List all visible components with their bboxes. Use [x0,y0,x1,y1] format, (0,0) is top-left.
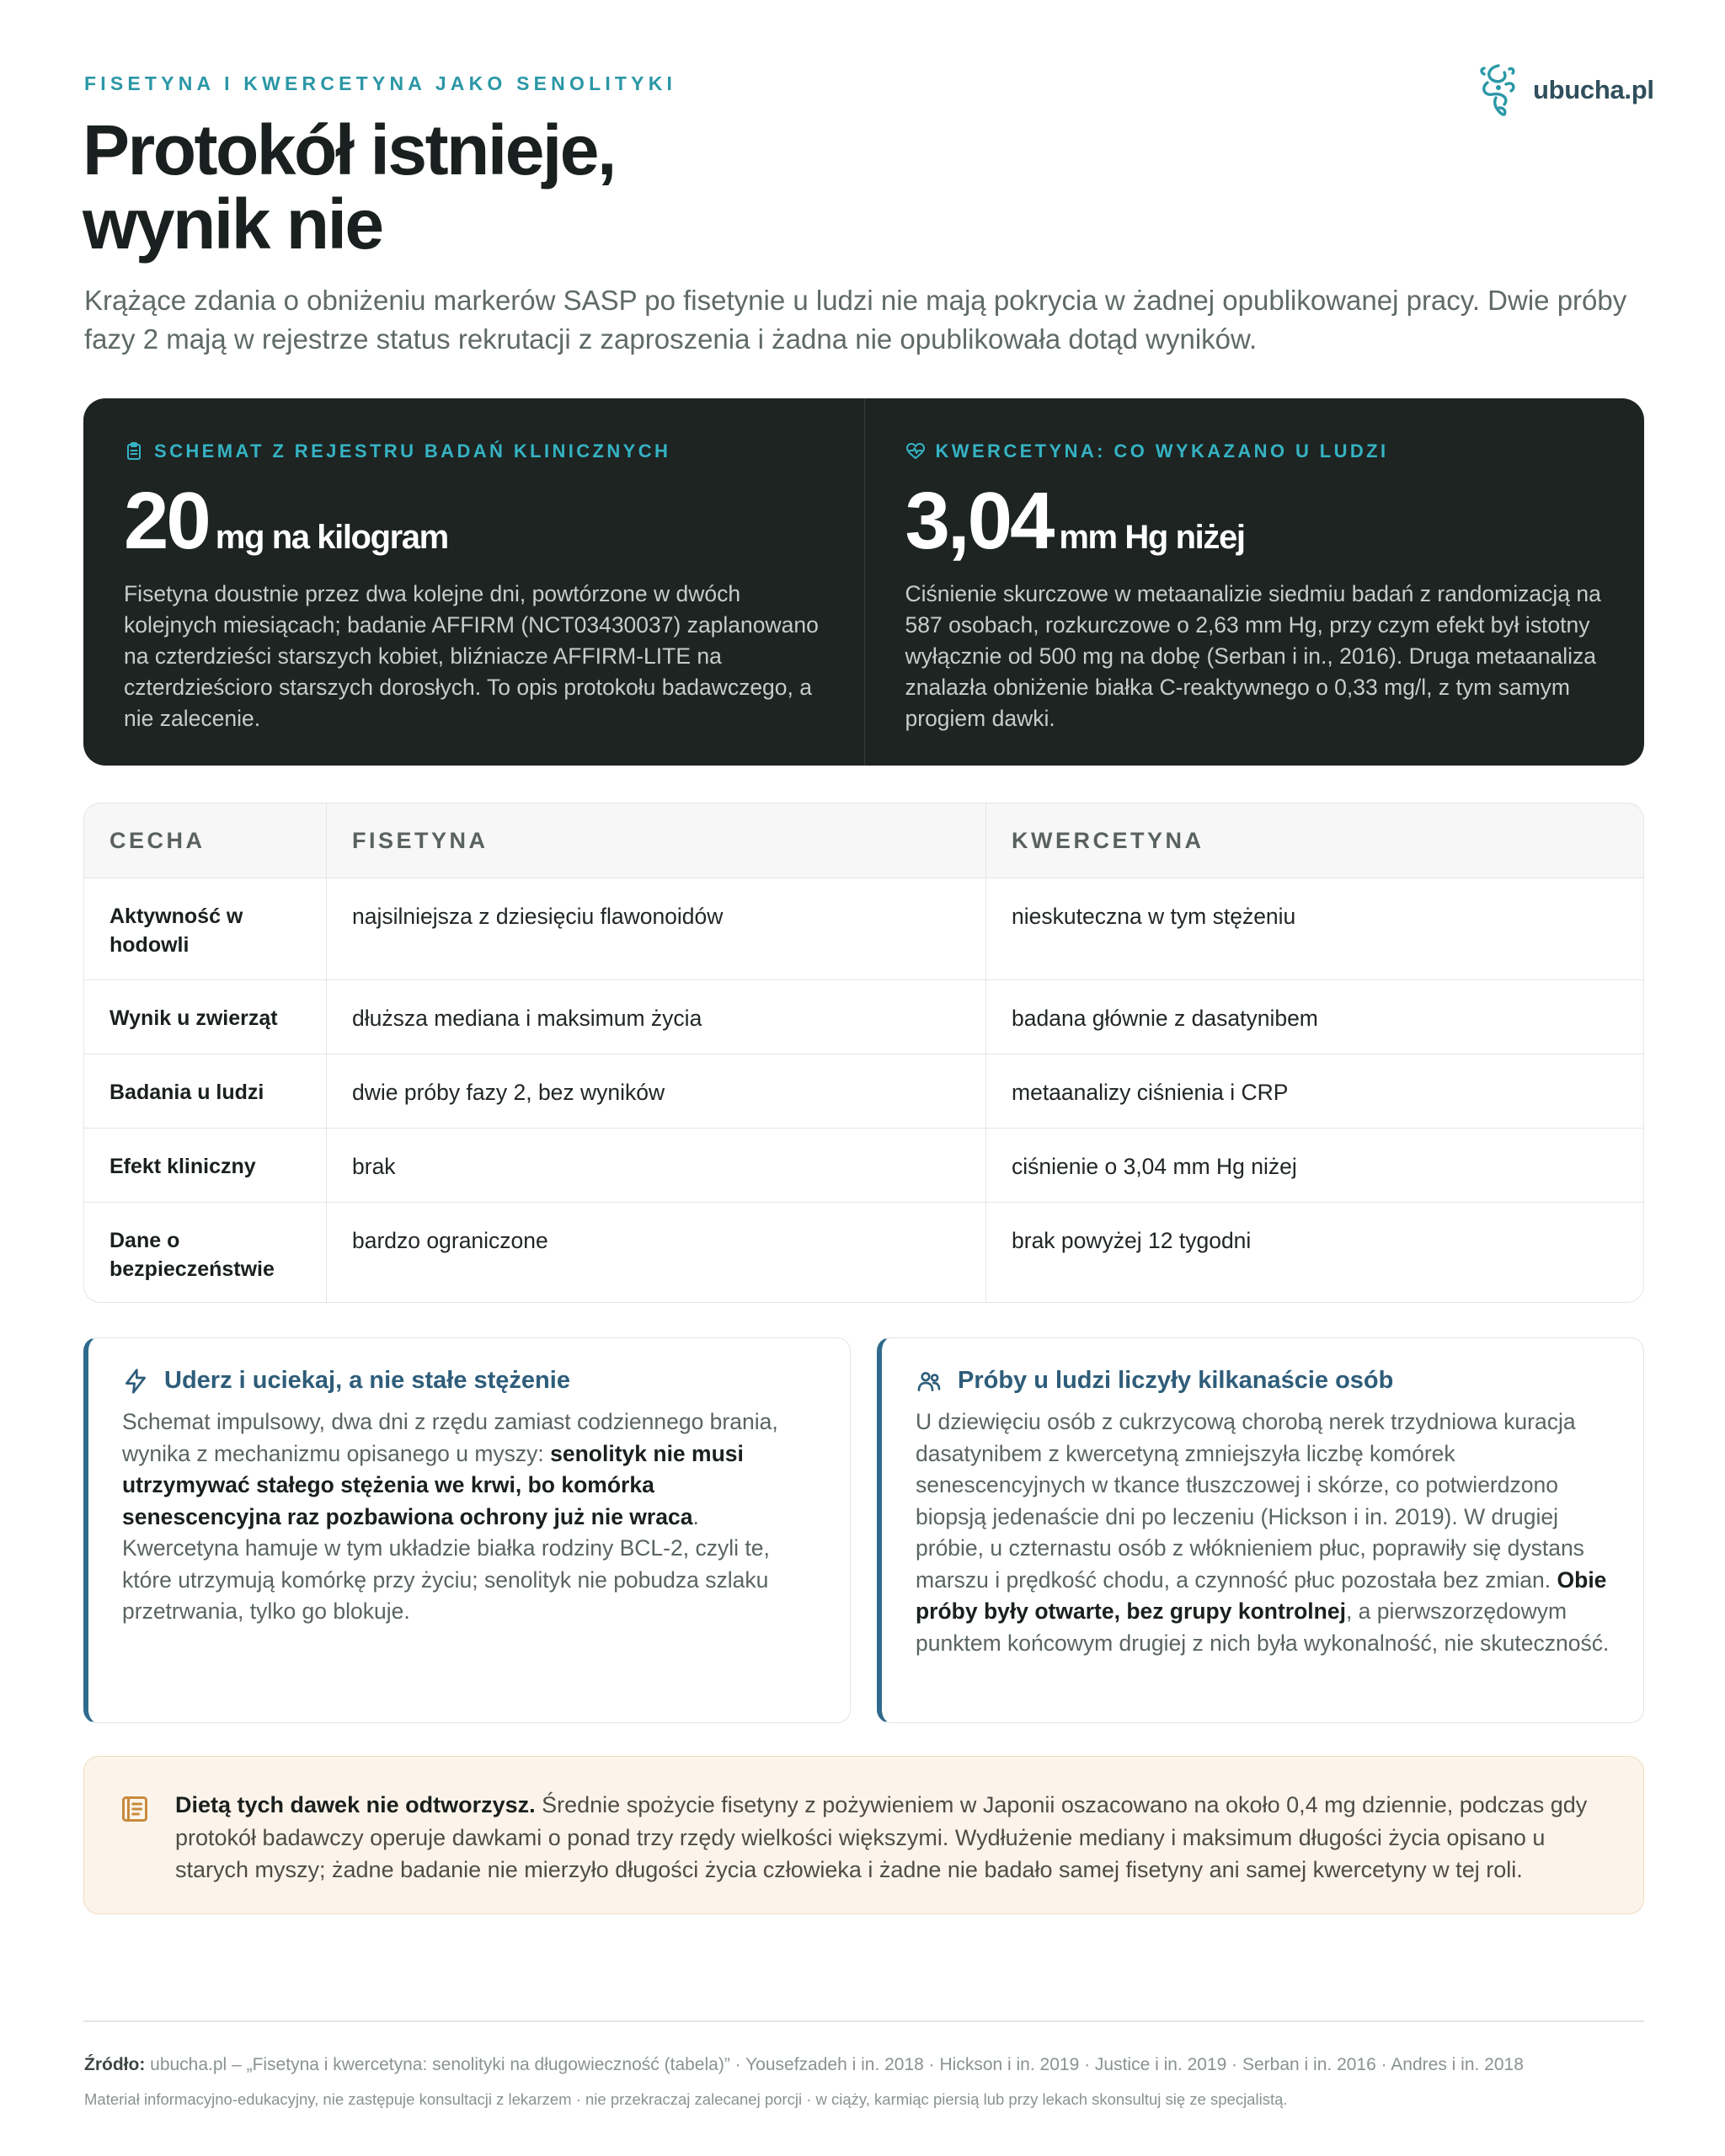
row-label: Badania u ludzi [84,1054,327,1128]
stat-value [905,476,1605,566]
note-text [175,1789,1603,1886]
table-cell: nieskuteczna w tym stężeniu [1012,904,1296,929]
stat-label [124,440,824,462]
logo-text: ubucha.pl [1533,75,1654,104]
people-icon [916,1368,943,1395]
stat-fisetin-protocol [83,398,864,766]
stat-value-unit: mg na kilogram [215,519,448,556]
source-text: ubucha.pl – „Fisetyna i kwercetyna: senolityki na długowieczność (tabela)” · Yousefzadeh i in. 2018 · Hickson i in. 2019 · Justice i in. 2019 · Serban i in. 2016 · Andres i in. 2018 [145,2055,1524,2074]
title-line-2: wynik nie [83,184,382,264]
kicker: FISETYNA I KWERCETYNA JAKO SENOLITYKI [84,72,677,94]
card-title-text: Uderz i uciekaj, a nie stałe stężenie [164,1367,570,1394]
lede: Krążące zdania o obniżeniu markerów SASP po fisetynie u ludzi nie mają pokrycia w żadnej opublikowanej pracy. Dwie próby fazy 2 mają w rejestrze status rekrutacji z zaproszenia i żadna nie opublikowała dotąd wyników. [84,285,1627,355]
title-line-1: Protokół istnieje, [83,110,615,189]
note-body: Średnie spożycie fisetyny z pożywieniem w Japonii oszacowano na około 0,4 mg dziennie, podczas gdy protokół badawczy operuje dawkami o ponad trzy rzędy wielkości większymi. Wydłużenie mediany i maksimum długości życia opisano u starych myszy; żadne badanie nie mierzyło długości życia człowieka i żadne nie badało samej fisetyny ani samej kwercetyny w tej roli. [175,1792,1588,1882]
stat-label-text: KWERCETYNA: CO WYKAZANO U LUDZI [935,440,1389,462]
page-title [83,110,925,264]
table-header-row [84,803,1643,878]
card-title-text: Próby u ludzi liczyły kilkanaście osób [958,1367,1394,1394]
table-cell: ciśnienie o 3,04 mm Hg niżej [1012,1154,1297,1179]
card-title [916,1367,1610,1395]
stat-value [124,476,824,566]
card-text-part: U dziewięciu osób z cukrzycową chorobą nerek trzydniowa kuracja dasatynibem z kwercetyną zmniejszyła liczbę komórek senescencyjnych w tkance tłuszczowej i skórze, co potwierdzono biopsją jedenaście dni po leczeniu (Hickson i in. 2019). W drugiej próbie, u czternastu osób z włóknieniem płuc, poprawiły się dystans marszu i prędkość chodu, a czynność płuc pozostała bez zmian. [916,1409,1584,1593]
source-line [84,2055,1524,2075]
table-row [84,1054,1643,1128]
stat-label-text: SCHEMAT Z REJESTRU BADAŃ KLINICZNYCH [154,440,671,462]
row-label: Dane o bezpieczeństwie [84,1203,327,1303]
card-human-trials [877,1337,1644,1723]
card-text [916,1406,1610,1659]
card-text-part: , a pierwszorzędowym punktem końcowym drugiej z nich była wykonalność, nie skuteczność. [916,1598,1610,1656]
stat-value-unit: mm Hg niżej [1059,519,1245,556]
lightning-icon [122,1368,149,1395]
card-hit-and-run [83,1337,851,1723]
card-text-bold: senolityk nie musi utrzymywać stałego stężenia we krwi, bo komórka senescencyjna raz pozbawiona ochrony już nie wraca [122,1440,744,1529]
card-text-part: Schemat impulsowy, dwa dni z rzędu zamiast codziennego brania, wynika z mechanizmu opisanego u myszy: [122,1409,778,1466]
card-text [122,1406,816,1628]
stats-panel [83,398,1644,766]
row-label: Efekt kliniczny [84,1129,327,1202]
header-cell: FISETYNA [327,803,986,878]
table-cell: dwie próby fazy 2, bez wyników [327,1054,986,1128]
table-cell: metaanalizy ciśnienia i CRP [1012,1080,1289,1105]
stat-description: Ciśnienie skurczowe w metaanalizie siedmiu badań z randomizacją na 587 osobach, rozkurczowe o 2,63 mm Hg, przy czym efekt był istotny wyłącznie od 500 mg na dobę (Serban i in., 2016). Druga metaanaliza znalazła obniżenie białka C-reaktywnego o 0,33 mg/l, z tym samym progiem dawki. [905,581,1601,731]
card-text-part: . Kwercetyna hamuje w tym układzie białka rodziny BCL-2, czyli te, które utrzymują komórkę przy życiu; senolityk nie pobudza szlaku przetrwania, tylko go blokuje. [122,1503,770,1624]
table-row [84,878,1643,979]
leaf-spiral-icon [1476,59,1521,121]
table-cell: bardzo ograniczone [327,1203,986,1303]
table-cell: najsilniejsza z dziesięciu flawonoidów [327,878,986,979]
table-row [84,979,1643,1054]
table-cell: badana głównie z dasatynibem [1012,1006,1318,1031]
clipboard-icon [124,441,144,462]
row-label: Wynik u zwierząt [84,980,327,1054]
disclaimer: Materiał informacyjno-edukacyjny, nie zastępuje konsultacji z lekarzem · nie przekraczaj zalecanej porcji · w ciąży, karmiąc piersią lub przy lekach skonsultuj się ze specjalistą. [84,2090,1288,2108]
table-row [84,1128,1643,1202]
document-icon [120,1794,150,1824]
stat-value-number: 20 [124,476,209,566]
note-bold: Dietą tych dawek nie odtworzysz. [175,1792,536,1817]
header-cell: CECHA [84,803,327,878]
footer-divider [83,2020,1644,2022]
stat-description: Fisetyna doustnie przez dwa kolejne dni, powtórzone w dwóch kolejnych miesiącach; badanie AFFIRM (NCT03430037) zaplanowano na czterdzieści starszych kobiet, bliźniacze AFFIRM-LITE na czterdzieścioro starszych dorosłych. To opis protokołu badawczego, a nie zalecenie. [124,581,819,731]
comparison-table [83,803,1644,1303]
card-title [122,1367,816,1395]
table-row [84,1202,1643,1303]
table-cell: brak powyżej 12 tygodni [1012,1228,1252,1253]
stat-label [905,440,1605,462]
heart-pulse-icon [905,441,926,462]
diet-note [83,1756,1644,1914]
table-cell: dłuższa mediana i maksimum życia [327,980,986,1054]
logo[interactable] [1476,59,1654,121]
table-cell: brak [327,1129,986,1202]
card-text-bold: Obie próby były otwarte, bez grupy kontrolnej [916,1566,1607,1624]
stat-quercetin-result [864,398,1645,766]
stat-value-number: 3,04 [905,476,1053,566]
row-label: Aktywność w hodowli [84,878,327,979]
header-cell: KWERCETYNA [1012,827,1204,853]
source-label: Źródło: [84,2055,146,2074]
